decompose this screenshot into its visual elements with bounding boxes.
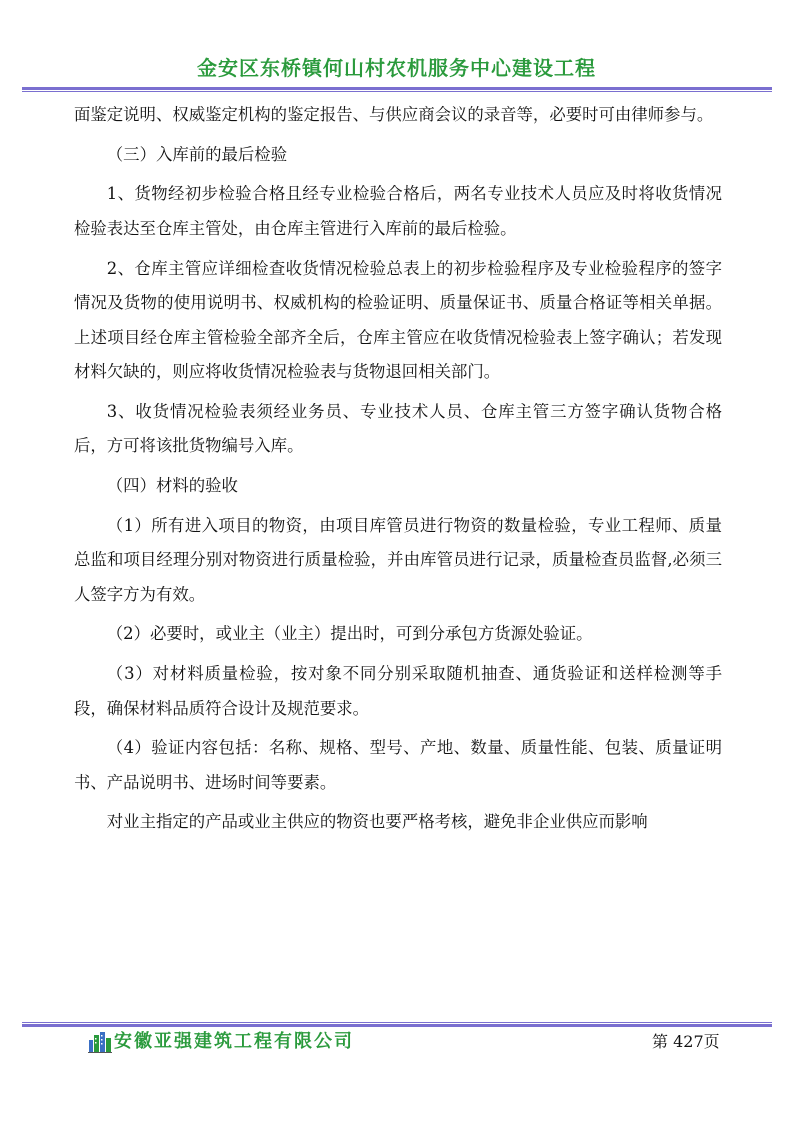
paragraph: 对业主指定的产品或业主供应的物资也要严格考核，避免非企业供应而影响 — [106, 812, 648, 832]
header-divider-thin — [22, 91, 772, 92]
paragraph: （4）验证内容包括：名称、规格、型号、产地、数量、质量性能、包装、质量证明书、产品说明书、进场时间等要素。 — [74, 738, 722, 792]
footer-divider — [22, 1024, 772, 1027]
paragraph: 面鉴定说明、权威鉴定机构的鉴定报告、与供应商会议的录音等，必要时可由律师参与。 — [74, 105, 714, 124]
document-title: 金安区东桥镇何山村农机服务中心建设工程 — [197, 56, 596, 80]
paragraph: 2、仓库主管应详细检查收货情况检验总表上的初步检验程序及专业检验程序的签字情况及货物的使用说明书、权威机构的检验证明、质量保证书、质量合格证等相关单据。上述项目经仓库主管检验全部齐全后，仓库主管应在收货情况检验表上签字确认；若发现材料欠缺的，则应将收货情况检验表与货物退回相关部门。 — [74, 258, 722, 382]
section-heading: （四）材料的验收 — [106, 475, 238, 495]
paragraph: 3、收货情况检验表须经业务员、专业技术人员、仓库主管三方签字确认货物合格后，方可将该批货物编号入库。 — [74, 401, 722, 456]
footer-divider-thin — [22, 1022, 772, 1023]
company-name: 安徽亚强建筑工程有限公司 — [114, 1031, 354, 1052]
paragraph: （1）所有进入项目的物资，由项目库管员进行物资的数量检验，专业工程师、质量总监和项目经理分别对物资进行质量检验，并由库管员进行记录，质量检查员监督,必须三人签字方为有效。 — [74, 515, 722, 604]
paragraph: （2）必要时，或业主（业主）提出时，可到分承包方货源处验证。 — [106, 624, 593, 644]
paragraph: （3）对材料质量检验，按对象不同分别采取随机抽查、通货验证和送样检测等手段，确保材料品质符合设计及规范要求。 — [74, 664, 722, 718]
section-heading: （三）入库前的最后检验 — [106, 144, 288, 164]
page-number: 第 427页 — [652, 1032, 720, 1051]
header-divider — [22, 87, 772, 90]
paragraph: 1、货物经初步检验合格且经专业检验合格后，两名专业技术人员应及时将收货情况检验表达至仓库主管处，由仓库主管进行入库前的最后检验。 — [74, 184, 722, 238]
building-logo-icon — [88, 1031, 112, 1053]
document-body — [74, 98, 722, 845]
